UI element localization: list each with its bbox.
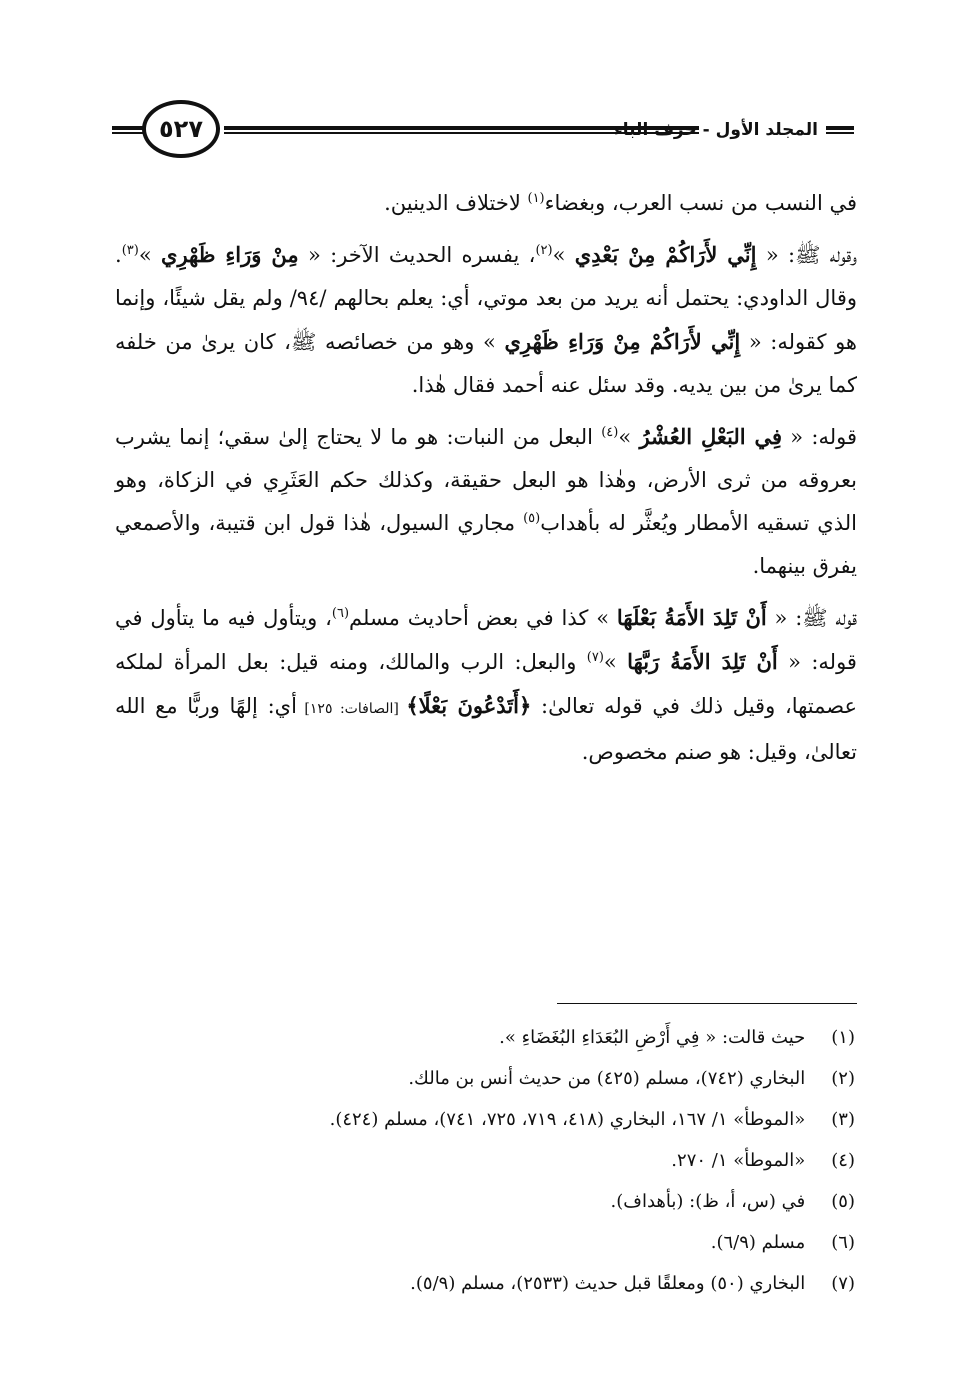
footnote-ref: (٧) bbox=[586, 650, 604, 665]
main-text bbox=[115, 182, 857, 774]
text-run: أي: إلهًا وربًّا مع الله تعالىٰ، وقيل: هو صنم مخصوص. bbox=[115, 694, 857, 764]
footnote-text: البخاري (٥٠) ومعلقًا قبل حديث (٢٥٣٣)، مسلم (٥/٩). bbox=[410, 1273, 806, 1294]
hadith-quote: أَنْ تَلِدَ الأَمَةُ رَبَّهَا bbox=[627, 649, 778, 674]
text-run: في النسب من نسب العرب، وبغضاء bbox=[544, 191, 857, 215]
text-run: لاختلاف الدينين. bbox=[384, 191, 528, 215]
footnote-item bbox=[115, 1058, 855, 1099]
footnote-separator bbox=[557, 1003, 857, 1004]
text-run: وقوله ﷺ: « bbox=[756, 243, 857, 267]
text-run: » bbox=[603, 650, 628, 674]
text-run: » bbox=[552, 243, 575, 267]
text-run: » bbox=[618, 425, 640, 449]
text-run: قوله: « bbox=[782, 425, 857, 449]
page-number: ٥٢٧ bbox=[159, 115, 203, 143]
text-run: ، يفسره الحديث الآخر: « bbox=[298, 243, 536, 267]
text-run: والبعل: الرب والمالك، ومنه قيل: بعل المرأة لملكه عصمتها، وقيل ذلك في قوله تعالىٰ: bbox=[115, 650, 858, 718]
verse-reference: [الصافات: ١٢٥] bbox=[296, 701, 407, 717]
hadith-quote: إِنِّي لأَرَاكُمْ مِنْ وَرَاءِ ظَهْرِي bbox=[504, 329, 741, 354]
footnote-item bbox=[115, 1099, 855, 1140]
footnote-item bbox=[115, 1181, 855, 1222]
footnote-number: (٢) bbox=[831, 1068, 855, 1089]
footnote-item bbox=[115, 1017, 855, 1058]
paragraph-4 bbox=[115, 596, 857, 774]
text-run: ، ويتأول فيه ما يتأول في قوله: « bbox=[115, 606, 857, 674]
footnote-text: مسلم (٦/٩). bbox=[710, 1232, 806, 1253]
text-run: البعل من النبات: هو ما لا يحتاج إلىٰ سقي؛ إنما يشرب بعروقه من ثرى الأرض، وهٰذا هو البعل حقيقة، وكذلك حكم العَثَرِي في الزكاة، وهو الذي تسقيه الأمطار ويُعثَّر له بأهداب bbox=[115, 425, 857, 535]
footnote-item bbox=[115, 1222, 855, 1263]
paragraph-1 bbox=[115, 182, 857, 225]
footnote-number: (٥) bbox=[831, 1191, 855, 1212]
footnote-text: «الموطأ» ١/ ١٦٧، البخاري (٤١٨، ٧١٩، ٧٢٥، ٧٤١)، مسلم (٤٢٤). bbox=[329, 1109, 806, 1130]
footnote-number: (٤) bbox=[831, 1150, 855, 1171]
footnote-ref: (٦) bbox=[331, 606, 350, 621]
quran-verse: ﴿أَتَدْعُونَ بَعْلًا﴾ bbox=[406, 693, 532, 718]
hadith-quote: فِي البَعْلِ العُشْرُ bbox=[639, 424, 783, 449]
footnote-number: (٣) bbox=[831, 1109, 855, 1130]
page-number-badge bbox=[142, 100, 220, 158]
footnote-ref: (٢) bbox=[535, 243, 553, 258]
hadith-quote: إِنِّي لأَرَاكُمْ مِنْ بَعْدِي bbox=[574, 242, 757, 267]
footnote-number: (٧) bbox=[831, 1273, 855, 1294]
paragraph-2 bbox=[115, 233, 857, 407]
hadith-quote: مِنْ وَرَاءِ ظَهْرِي bbox=[161, 242, 299, 267]
text-run: » bbox=[138, 243, 162, 267]
footnote-item bbox=[115, 1263, 855, 1304]
footnote-ref: (٤) bbox=[601, 425, 619, 440]
header-rule-right bbox=[826, 126, 854, 136]
footnote-text: حيث قالت: « فِي أَرْضِ البُعَدَاءِ البُغَضَاءِ ». bbox=[499, 1027, 806, 1048]
footnote-number: (٦) bbox=[831, 1232, 855, 1253]
text-run: قوله ﷺ: « bbox=[766, 606, 857, 630]
text-run: » وهو من خصائصه ﷺ، كان يرىٰ من خلفه كما يرىٰ من بين يديه. وقد سئل عنه أحمد فقال هٰذا. bbox=[115, 330, 857, 397]
running-header bbox=[112, 96, 854, 166]
hadith-quote: أَنْ تَلِدَ الأَمَةُ بَعْلَهَا bbox=[616, 605, 767, 630]
text-run: » كذا في بعض أحاديث مسلم bbox=[349, 606, 617, 630]
text-run: مجاري السيول، هٰذا قول ابن قتيبة، والأصمعي يفرق بينهما. bbox=[115, 511, 857, 578]
footnote-item bbox=[115, 1140, 855, 1181]
paragraph-3 bbox=[115, 415, 857, 588]
footnotes bbox=[115, 1017, 855, 1304]
footnote-ref: (٥) bbox=[523, 511, 541, 526]
footnote-text: البخاري (٧٤٢)، مسلم (٤٢٥) من حديث أنس بن مالك. bbox=[408, 1068, 806, 1089]
text-run: . وقال الداودي: يحتمل أنه يريد من بعد موتي، أي: يعلم بحالهم /٩٤/ ولم يقل شيئًا، وإنما هو كقوله: « bbox=[115, 243, 858, 354]
footnote-text: «الموطأ» ١/ ٢٧٠. bbox=[671, 1150, 806, 1171]
footnote-text: في (س، أ، ظ): (بأهداف). bbox=[610, 1191, 806, 1212]
header-title: المجلد الأول - حرف الباء bbox=[614, 120, 818, 140]
footnote-number: (١) bbox=[831, 1027, 855, 1048]
footnote-ref: (٣) bbox=[121, 243, 139, 258]
footnote-ref: (١) bbox=[527, 191, 545, 206]
